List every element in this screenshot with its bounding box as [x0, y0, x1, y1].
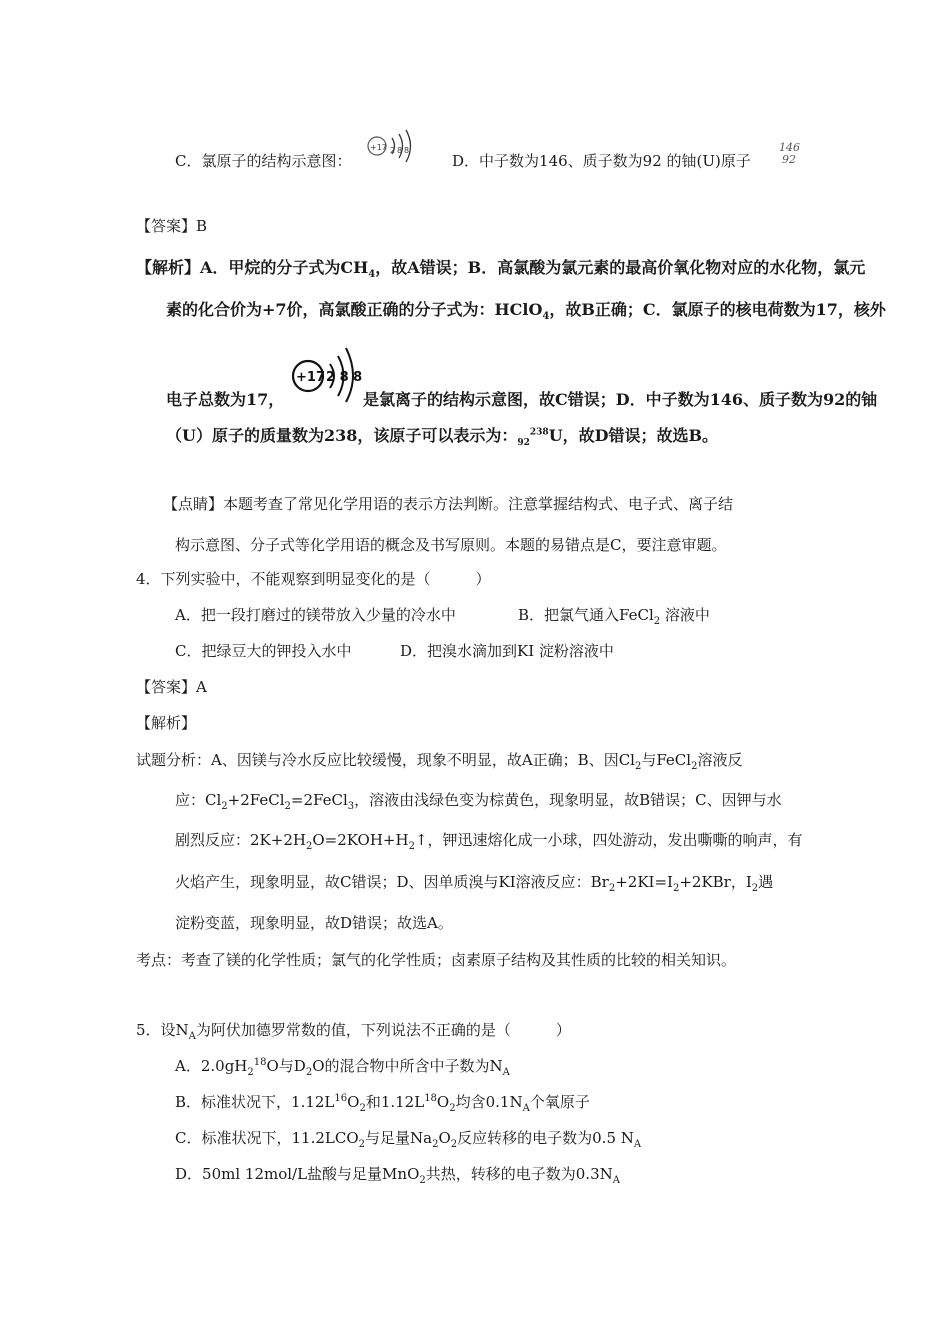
q4-stem [136, 569, 491, 589]
q3-keypoint-line-1 [163, 494, 733, 514]
sub-a: A [188, 1031, 196, 1042]
sub-2: 2 [608, 883, 616, 894]
q4-l2a: 应：Cl [175, 791, 222, 809]
nuclide-mass: 238 [529, 427, 549, 438]
svg-text:+17: +17 [370, 143, 387, 152]
sub-2: 2 [284, 801, 291, 812]
q5-d-b: 共热，转移的电子数为0.3N [425, 1165, 613, 1183]
sub-2: 2 [672, 883, 680, 894]
sup-18: 18 [253, 1057, 267, 1068]
svg-text:2: 2 [390, 146, 396, 155]
sub-2: 2 [247, 1067, 254, 1078]
q4-answer-text: 【答案】A [136, 678, 207, 696]
sub-2: 2 [221, 801, 228, 812]
q4-option-c [175, 641, 351, 661]
q5-a-b: O与D [266, 1057, 306, 1075]
q4-kaodian-text: 考点：考查了镁的化学性质；氯气的化学性质；卤素原子结构及其性质的比较的相关知识。 [136, 951, 737, 969]
sub-2: 2 [450, 1139, 458, 1150]
q3-keypoint-1: 【点睛】本题考查了常见化学用语的表示方法判断。注意掌握结构式、电子式、离子结 [163, 495, 734, 513]
q4-option-b [518, 605, 710, 625]
q4-l3b: O=2KOH+H [312, 831, 409, 849]
q3-analysis-line-1 [136, 258, 866, 281]
atom-shells: 2 8 8 [326, 370, 363, 385]
sub-3: 3 [347, 801, 355, 812]
q4-l4b: +2KI=I [615, 873, 673, 891]
q4-option-a-text: A．把一段打磨过的镁带放入少量的冷水中 [175, 606, 456, 624]
sub-2: 2 [691, 761, 698, 772]
sub-2: 2 [634, 761, 642, 772]
q5-stem-a: 5．设N [136, 1021, 189, 1039]
uranium-nuclide-atomic: 92 [782, 153, 796, 166]
q5-a-c: O的混合物中所含中子数为N [312, 1057, 503, 1075]
q3-analysis-2a: 素的化合价为+7价，高氯酸正确的分子式为：HClO [166, 300, 543, 319]
q4-option-d [400, 641, 614, 661]
q4-l1b: 与FeCl [641, 751, 692, 769]
sub-a: A [612, 1175, 620, 1186]
sub-a: A [502, 1067, 510, 1078]
q3-analysis-2b: ，故B正确；C．氯原子的核电荷数为17，核外 [549, 300, 886, 319]
q5-b-e: 均含0.1N [455, 1093, 523, 1111]
q5-c-c: O [438, 1129, 451, 1147]
q3-option-c-text: C．氯原子的结构示意图： [175, 152, 352, 170]
q5-stem [136, 1020, 571, 1040]
q3-analysis-3a: 电子总数为17， [166, 390, 285, 409]
sub-4: 4 [542, 311, 550, 323]
q4-analysis-line-4 [175, 872, 773, 892]
sup-16: 16 [334, 1093, 348, 1104]
q3-answer [136, 216, 207, 236]
q4-analysis-head [136, 713, 196, 733]
sub-2: 2 [449, 1103, 456, 1114]
q5-c-b: 与足量Na [365, 1129, 433, 1147]
uranium-nuclide-mass: 146 [779, 141, 800, 154]
sub-2: 2 [305, 1067, 313, 1078]
q5-b-d: O [436, 1093, 450, 1111]
atom-diagram-icon [366, 126, 422, 166]
q4-option-c-text: C．把绿豆大的钾投入水中 [175, 642, 352, 660]
q4-l1c: 溶液反 [697, 751, 743, 769]
q3-option-d [452, 151, 751, 171]
q3-analysis-line-3b [363, 390, 877, 410]
q5-b-a: B．标准状况下，1.12L [175, 1093, 335, 1111]
sub-2: 2 [432, 1139, 439, 1150]
sub-4: 4 [368, 269, 376, 281]
q4-analysis-line-3 [175, 830, 803, 850]
q4-answer [136, 677, 207, 697]
q4-l2b: +2FeCl [227, 791, 285, 809]
q4-l4d: 遇 [758, 873, 774, 891]
q4-analysis-line-2 [175, 790, 782, 810]
q3-analysis-1a: 【解析】A．甲烷的分子式为CH [136, 258, 369, 277]
chloride-ion-diagram [290, 344, 370, 408]
q4-analysis-head-text: 【解析】 [136, 714, 197, 732]
q3-option-d-text: D．中子数为146、质子数为92 的铀(U)原子 [452, 152, 751, 170]
sup-18: 18 [424, 1093, 437, 1104]
q3-analysis-3b: 是氯离子的结构示意图，故C错误；D．中子数为146、质子数为92的铀 [363, 390, 878, 409]
q4-l5: 淀粉变蓝，现象明显，故D错误；故选A。 [175, 914, 453, 932]
sub-2: 2 [419, 1175, 426, 1186]
q3-analysis-line-4 [166, 426, 719, 449]
q5-c-a: C．标准状况下，11.2LCO [175, 1129, 359, 1147]
q3-keypoint-2: 构示意图、分子式等化学用语的概念及书写原则。本题的易错点是C，要注意审题。 [175, 536, 727, 554]
q4-analysis-line-5 [175, 913, 453, 933]
q4-kaodian [136, 950, 736, 970]
chlorine-atom-diagram-small [366, 126, 422, 170]
q3-analysis-4a: （U）原子的质量数为238，该原子可以表示为： [166, 426, 518, 445]
sub-2: 2 [359, 1103, 366, 1114]
q5-option-a [175, 1056, 510, 1076]
q3-analysis-line-3 [166, 390, 284, 410]
sub-2: 2 [408, 841, 415, 852]
q4-l4c: +2KBr，I [679, 873, 752, 891]
nuclide-atomic: 92 [517, 438, 530, 449]
q3-option-c [175, 151, 351, 171]
q5-stem-b: 为阿伏加德罗常数的值，下列说法不正确的是（ ） [195, 1021, 571, 1039]
q5-d-a: D．50ml 12mol/L盐酸与足量MnO [175, 1165, 420, 1183]
sub-2: 2 [358, 1139, 365, 1150]
q3-analysis-line-2 [166, 300, 886, 323]
q3-analysis-1b: ，故A错误；B．高氯酸为氯元素的最高价氧化物对应的水化物，氯元 [375, 258, 866, 277]
q4-option-a [175, 605, 456, 625]
q4-l3a: 剧烈反应：2K+2H [175, 831, 306, 849]
svg-text:8: 8 [404, 146, 410, 155]
q4-option-b-text: B．把氯气通入FeCl [518, 606, 654, 624]
q4-analysis-line-1 [136, 750, 742, 770]
q5-b-c: 和1.12L [365, 1093, 425, 1111]
q4-option-d-text: D．把溴水滴加到KI 淀粉溶液中 [400, 642, 614, 660]
svg-text:8: 8 [397, 146, 403, 155]
q4-l1a: 试题分析：A、因镁与冷水反应比较缓慢，现象不明显，故A正确；B、因Cl [136, 751, 635, 769]
sub-2: 2 [751, 883, 759, 894]
sub-2: 2 [305, 841, 313, 852]
q5-b-f: 个氧原子 [529, 1093, 590, 1111]
q5-a-a: A．2.0gH [175, 1057, 248, 1075]
q3-analysis-4b: U，故D错误；故选B。 [548, 426, 719, 445]
q4-l2d: ，溶液由浅绿色变为棕黄色，现象明显，故B错误；C、因钾与水 [354, 791, 782, 809]
ion-diagram-icon [290, 344, 370, 404]
sub-a: A [633, 1139, 642, 1150]
sub-2: 2 [653, 616, 661, 627]
q4-l3c: ↑，钾迅速熔化成一小球，四处游动，发出嘶嘶的响声，有 [414, 831, 803, 849]
q3-answer-text: 【答案】B [136, 217, 208, 235]
q5-c-d: 反应转移的电子数为0.5 N [457, 1129, 634, 1147]
q4-l2c: =2FeCl [290, 791, 348, 809]
q5-option-c [175, 1128, 641, 1148]
q4-l4a: 火焰产生，现象明显，故C错误；D、因单质溴与KI溶液反应：Br [175, 873, 609, 891]
sub-a: A [522, 1103, 530, 1114]
q3-keypoint-line-2 [175, 535, 726, 555]
q5-b-b: O [347, 1093, 360, 1111]
q4-option-b-tail: 溶液中 [660, 606, 710, 624]
q5-option-d [175, 1164, 620, 1184]
atom-charge: +17 [296, 370, 325, 385]
q5-option-b [175, 1092, 590, 1112]
q4-stem-text: 4．下列实验中，不能观察到明显变化的是（ ） [136, 570, 491, 588]
